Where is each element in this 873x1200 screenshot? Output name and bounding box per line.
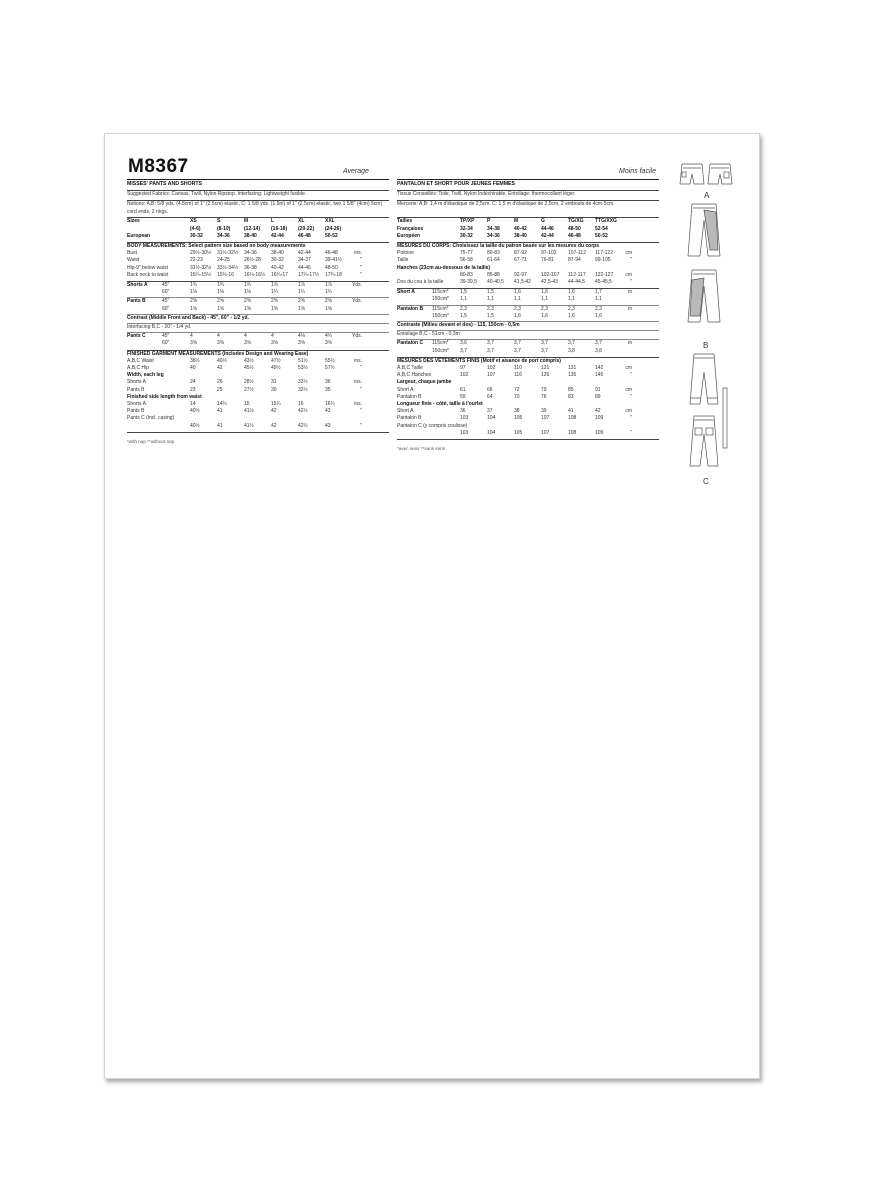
french-title: PANTALON ET SHORT POUR JEUNES FEMMES: [397, 179, 659, 188]
pants-b-front-drawing: [688, 204, 720, 256]
french-column: [397, 179, 659, 452]
finis-table: [397, 365, 659, 379]
finished-measurements-title: FINISHED GARMENT MEASUREMENTS (Includes Design and Wearing Ease): [127, 350, 309, 357]
table-row: Short A 36 37 38 39 41 42 cm: [397, 408, 632, 415]
table-row: Poitrine 75-77 80-83 87-92 97-102 107-112 117-122 cm: [397, 250, 632, 257]
table-row: Waist 22-23 24-25 26½-28 30-32 34-37 39-41½ ": [127, 257, 362, 264]
side-length-label: Finished side length from waist: [127, 393, 202, 400]
notions: Notions: A,B: 5/8 yds. (4.8cm) of 1" (2.5cm) elastic, C: 1 5/8 yds. (1.5m) of 1" (2.5cm) elastic, two 1 5/8" (4cm) 5cm) cord ends, 2 rings.: [127, 201, 383, 215]
fit-level-fr: Moins facile: [619, 168, 656, 175]
table-row: Shorts A 14 14¼ 15 15¼ 16 16¼ ins.: [127, 401, 362, 408]
european-sizes-row: European 30-32 34-36 38-40 42-44 46-48 50-52: [127, 232, 338, 239]
yardage-row: Pantalon B 115cm* 2,3 2,3 2,3 2,3 2,3 2,3 m: [397, 305, 632, 312]
yardage-row: 150cm* 3,7 3,7 3,7 3,7 3,8 3,8: [432, 347, 602, 354]
table-row: Pantalon C (y compris coulisse): [397, 422, 468, 429]
interfacing-yardage: Interfacing B,C - 20" - 1/4 yd.: [127, 324, 192, 331]
francaises-row: Françaises 32-34 34-38 40-42 44-46 48-50 52-54: [397, 225, 608, 232]
pants-b-back-drawing: [688, 270, 720, 322]
table-row: Bust 29½-30½ 31½-32½ 34-36 38-40 42-44 46-48 ins.: [127, 250, 362, 257]
pants-c-front-drawing: [690, 354, 727, 448]
metrage-table: [397, 289, 659, 322]
english-column: [127, 179, 389, 445]
contraste-metrage: Contraste (Milieu devant et dos) - 115, 150cm - 0,5m: [397, 322, 520, 329]
yardage-row: Pants C 45" 4 4 4 4 4⅛ 4¼ Yds.: [127, 333, 363, 340]
english-title: MISSES' PANTS AND SHORTS: [127, 179, 389, 188]
pattern-number: M8367: [128, 156, 189, 177]
footnote-fr: *avec sens **sans sens: [397, 446, 446, 452]
view-b-label: B: [703, 341, 709, 350]
yardage-row: 60" 1⅛ 1⅛ 1⅛ 1¼ 1¼ 1¼: [162, 289, 332, 296]
side-length-table: [127, 401, 389, 430]
body-measurements-title: BODY MEASUREMENTS: Select pattern size based on body measurements: [127, 243, 306, 250]
table-row: 103 104 105 107 108 109 ": [460, 429, 632, 436]
us-sizes-row: (4-6) (8-10) (12-14) (16-18) (20-22) (24-26): [190, 225, 342, 232]
largeur-table: [397, 387, 659, 401]
table-row: Dos du cou à la taille 39-39,5 40-40,5 41,5-42 42,5-43 44-44,5 45-45,5 ": [397, 279, 632, 286]
mesures-du-corps-title: MESURES DU CORPS: Choisissez la taille du patron basée sur les mesures du corps: [397, 243, 600, 250]
yardage-row: 150cm* 1,1 1,1 1,1 1,1 1,1 1,1: [432, 296, 602, 303]
hanches-label: Hanches (23cm au-dessous de la taille): [397, 264, 491, 271]
yardage-table: [127, 282, 389, 315]
tailles-row: Tailles TP/XP P M G TG/XG TTG/XXG: [397, 218, 617, 225]
finished-table: [127, 358, 389, 372]
sizes-row: Sizes XS S M L XL XXL: [127, 218, 335, 225]
hanches-row: [397, 272, 659, 279]
shorts-a-front-drawing: [680, 164, 704, 184]
table-row: Shorts A 24 26 28½ 31 33½ 36 ins.: [127, 379, 362, 386]
yardage-row: Short A 115cm* 1,5 1,5 1,6 1,6 1,6 1,7 m: [397, 289, 632, 296]
yardage-row: Pantalon C 115cm* 3,6 3,7 3,7 3,7 3,7 3,7 m: [397, 340, 632, 347]
longueur-table: [397, 408, 659, 437]
table-row: Pants C (incl. casing): [127, 415, 175, 422]
pants-c-yardage: [127, 333, 389, 347]
yardage-row: Pants B 45" 2⅝ 2⅝ 2⅝ 2⅝ 2⅝ 2⅝ Yds.: [127, 298, 363, 305]
yardage-row: 150cm* 1,5 1,5 1,6 1,6 1,6 1,6: [432, 312, 602, 319]
table-row: A,B,C Hip 40 42 45½ 49½ 53½ 57½ ": [127, 365, 362, 372]
yardage-row: 60" 1⅝ 1⅝ 1⅝ 1⅝ 1⅝ 1⅝: [162, 305, 332, 312]
contrast-yardage: Contrast (Middle Front and Back) - 45", 60" - 1/2 yd.: [127, 314, 249, 321]
view-line-drawings: [676, 158, 738, 498]
footnote-en: *with nap **without nap: [127, 438, 175, 444]
table-row: 80-83 85-88 92-97 102-107 112-117 122-127 cm: [460, 271, 632, 278]
entoilage-metrage: Entoilage B,C - 51cm - 0,3m: [397, 331, 460, 338]
pants-c-back-drawing: [690, 416, 718, 466]
table-row: Back neck to waist 15¼-15½ 15¾-16 16¼-16½ 16¾-17 17¼-17½ 17¾-18 ": [127, 271, 362, 278]
mercerie: Mercerie: A,B: 1,4 m d'élastique de 2,5cm. C: 1,5 m d'élastique de 2,5cm, 2 embouts de 4cm-5cm.: [397, 201, 615, 208]
table-row: A,B,C Waist 38½ 40½ 43½ 47½ 51½ 55½ ins.: [127, 357, 362, 364]
table-row: A,B,C Taille 97 102 110 121 131 142 cm: [397, 365, 632, 372]
tissus-conseilles: Tissus Conseillés: Toile, Twill, Nylon Indéchirable. Entoilage: thermocollant léger.: [397, 191, 576, 198]
table-row: Hip-9" below waist 31½-32½ 33½-34½ 36-38 40-42 44-46 48-50 ": [127, 264, 362, 271]
largeur-label: Largeur, chaque jambe: [397, 379, 452, 386]
body-measurements-table: [127, 250, 389, 279]
yardage-row: Shorts A 45" 1¾ 1¾ 1¾ 1⅞ 1⅞ 1⅞ Yds.: [127, 282, 363, 289]
table-row: Pants B 23 25 27½ 30 32½ 35 ": [127, 386, 362, 393]
table-row: Pantalon B 103 104 105 107 108 109 ": [397, 415, 632, 422]
dos-row: [397, 279, 659, 286]
width-label: Width, each leg: [127, 372, 164, 379]
view-c-label: C: [703, 477, 709, 486]
table-row: Pantalon B 59 64 70 76 83 89 ": [397, 393, 632, 400]
fit-level-en: Average: [343, 168, 369, 175]
mesures-corps-table: [397, 250, 659, 264]
europeen-row: Européen 30-32 34-36 38-40 42-44 46-48 50-52: [397, 232, 608, 239]
shorts-a-back-drawing: [708, 164, 732, 184]
mesures-vetements-title: MESURES DES VÊTEMENTS FINIS (Motif et aisance de port compris): [397, 357, 561, 364]
width-table: [127, 379, 389, 393]
longueur-label: Longueur finie - côté, taille à l'ourlet: [397, 401, 483, 408]
view-a-label: A: [704, 191, 710, 200]
pantalon-c-metrage: [397, 340, 659, 354]
yardage-row: 60" 3⅝ 3⅝ 3⅝ 3⅝ 3⅝ 3⅝: [162, 340, 332, 347]
table-row: Taille 56-58 61-64 67-71 76-81 87-94 99-105 ": [397, 257, 632, 264]
table-row: Pants B 40½ 41 41½ 42 42½ 43 ": [127, 408, 362, 415]
table-row: Short A 61 66 72 79 85 91 cm: [397, 386, 632, 393]
table-row: 40½ 41 41½ 42 42½ 43 ": [190, 422, 362, 429]
table-row: A,B,C Hanches 102 107 116 126 135 145 ": [397, 372, 632, 379]
suggested-fabrics: Suggested Fabrics: Canvas, Twill, Nylon Ripstop. Interfacing: Lightweight fusible.: [127, 191, 307, 198]
